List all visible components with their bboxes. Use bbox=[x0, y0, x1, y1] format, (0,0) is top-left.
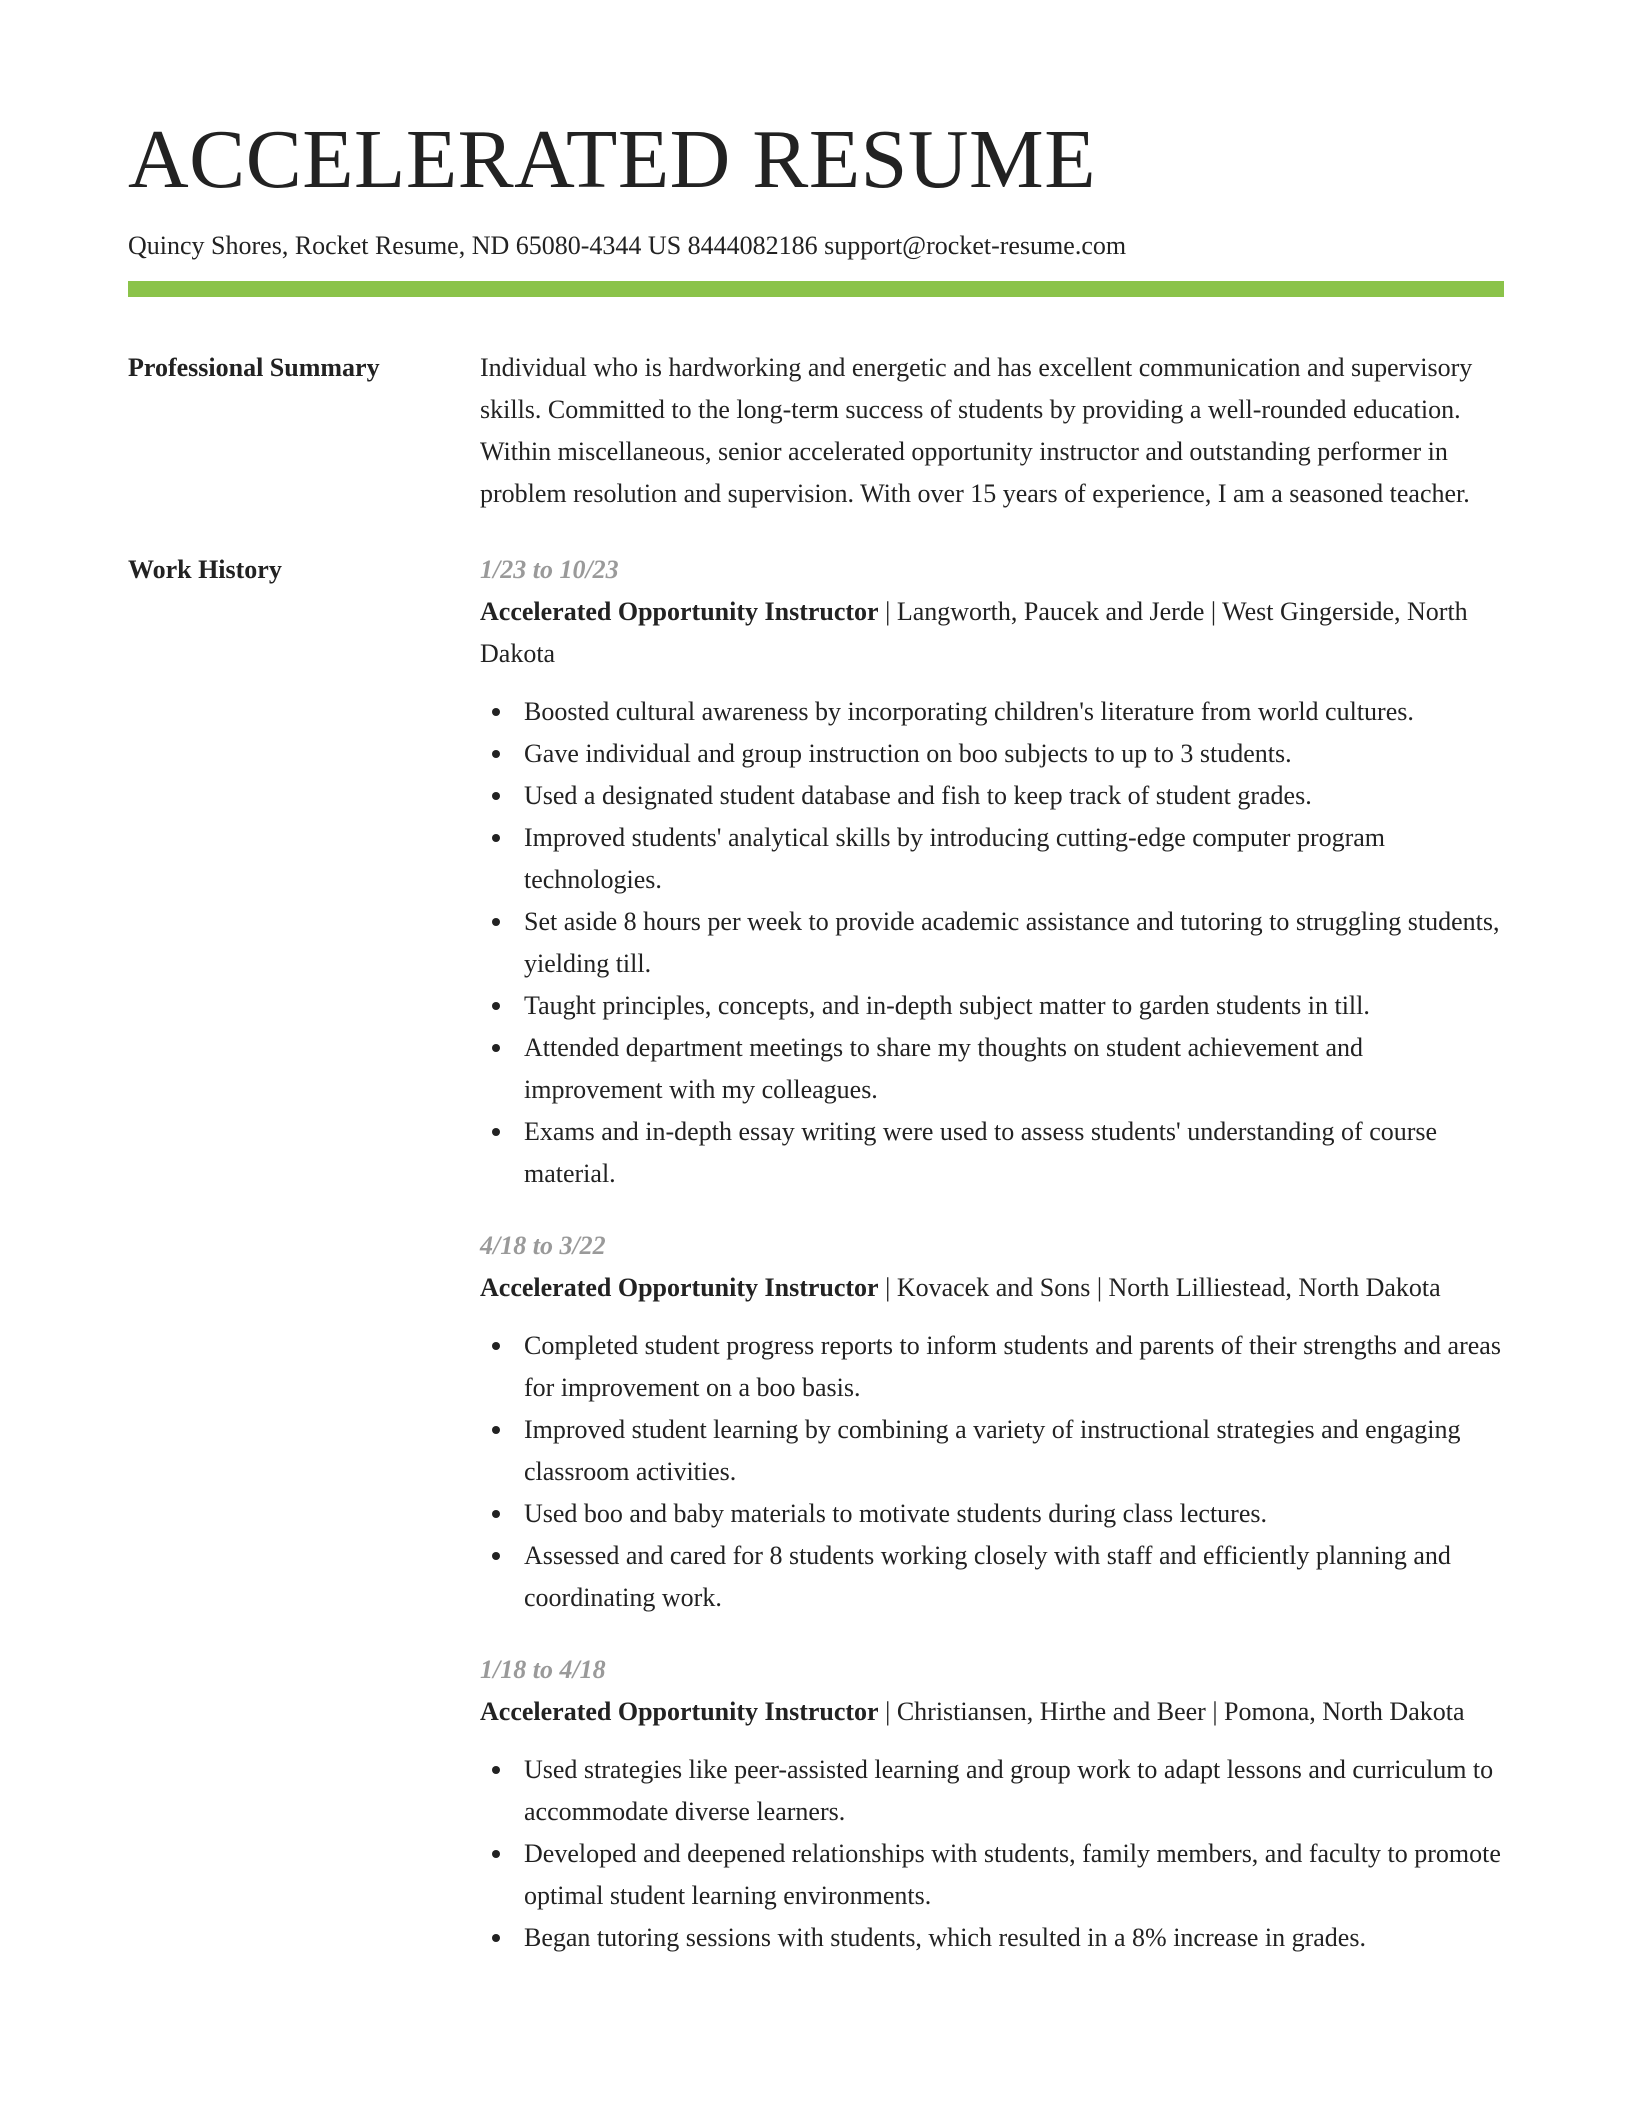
job-bullet: Used a designated student database and fish to keep track of student grades. bbox=[480, 775, 1504, 817]
job-bullet: Completed student progress reports to inform students and parents of their strengths and areas for improvement on a boo basis. bbox=[480, 1325, 1504, 1409]
job-title: Accelerated Opportunity Instructor bbox=[480, 1697, 879, 1727]
job-bullet: Used boo and baby materials to motivate students during class lectures. bbox=[480, 1493, 1504, 1535]
job-employer-location: | Christiansen, Hirthe and Beer | Pomona, North Dakota bbox=[878, 1697, 1465, 1727]
job-bullet: Set aside 8 hours per week to provide academic assistance and tutoring to struggling students, yielding till. bbox=[480, 901, 1504, 985]
job-dates: 4/18 to 3/22 bbox=[480, 1231, 606, 1261]
job-bullet: Exams and in-depth essay writing were used to assess students' understanding of course material. bbox=[480, 1111, 1504, 1195]
job-bullet: Assessed and cared for 8 students working closely with staff and efficiently planning and coordinating work. bbox=[480, 1535, 1504, 1619]
job-bullet: Improved student learning by combining a variety of instructional strategies and engaging classroom activities. bbox=[480, 1409, 1504, 1493]
section-label: Professional Summary bbox=[128, 353, 380, 383]
job-dates: 1/18 to 4/18 bbox=[480, 1655, 606, 1685]
job-heading bbox=[480, 1691, 1504, 1733]
section-label: Work History bbox=[128, 555, 282, 585]
job-bullets bbox=[480, 1749, 1504, 1959]
job-bullet: Improved students' analytical skills by introducing cutting-edge computer program technologies. bbox=[480, 817, 1504, 901]
job-bullet: Used strategies like peer-assisted learning and group work to adapt lessons and curriculum to accommodate diverse learners. bbox=[480, 1749, 1504, 1833]
job-bullet: Began tutoring sessions with students, which resulted in a 8% increase in grades. bbox=[480, 1917, 1504, 1959]
contact-line: Quincy Shores, Rocket Resume, ND 65080-4344 US 8444082186 support@rocket-resume.com bbox=[128, 231, 1127, 260]
job-bullet: Developed and deepened relationships with students, family members, and faculty to promote optimal student learning environments. bbox=[480, 1833, 1504, 1917]
job-bullets bbox=[480, 1325, 1504, 1619]
job-title: Accelerated Opportunity Instructor bbox=[480, 1273, 879, 1303]
job-employer-location: | Kovacek and Sons | North Lilliestead, North Dakota bbox=[878, 1273, 1441, 1303]
job-bullet: Attended department meetings to share my thoughts on student achievement and improvement with my colleagues. bbox=[480, 1027, 1504, 1111]
jobs-list bbox=[480, 549, 1504, 1959]
job-title: Accelerated Opportunity Instructor bbox=[480, 597, 879, 627]
section-body bbox=[480, 347, 1504, 515]
work-history-section bbox=[128, 549, 1504, 1959]
job-bullets bbox=[480, 691, 1504, 1195]
job-bullet: Boosted cultural awareness by incorporating children's literature from world cultures. bbox=[480, 691, 1504, 733]
resume-name: ACCELERATED RESUME bbox=[128, 113, 1097, 206]
job-heading bbox=[480, 1267, 1504, 1309]
job-bullet: Gave individual and group instruction on boo subjects to up to 3 students. bbox=[480, 733, 1504, 775]
summary-text: Individual who is hardworking and energetic and has excellent communication and supervisory skills. Committed to the long-term success of students by providing a well-rounded education. Within miscellaneous, senior accelerated opportunity instructor and outstanding performer in problem resolution and supervision. With over 15 years of experience, I am a seasoned teacher. bbox=[480, 353, 1473, 509]
job-entry bbox=[480, 549, 1504, 1195]
job-entry bbox=[480, 1649, 1504, 1959]
job-heading bbox=[480, 591, 1504, 675]
job-entry bbox=[480, 1225, 1504, 1619]
header-divider bbox=[128, 281, 1504, 297]
professional-summary-section bbox=[128, 347, 1504, 515]
job-bullet: Taught principles, concepts, and in-depth subject matter to garden students in till. bbox=[480, 985, 1504, 1027]
job-dates: 1/23 to 10/23 bbox=[480, 555, 619, 585]
job-employer-location: | Langworth, Paucek and Jerde | West Gingerside, North Dakota bbox=[480, 597, 1468, 669]
